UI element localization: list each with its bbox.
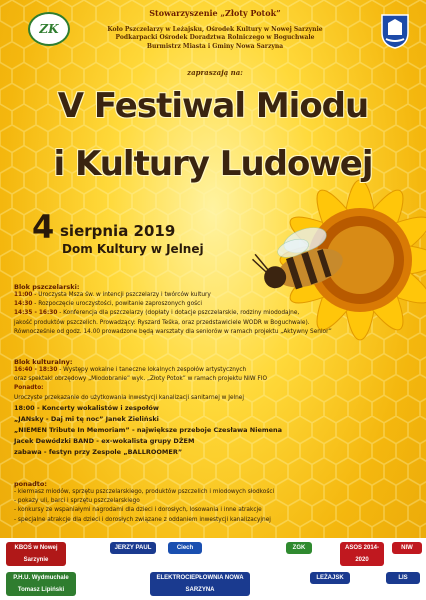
organizer-line-3: Podkarpacki Ośrodek Doradztwa Rolniczego w Boguchwale	[115, 34, 315, 41]
schedule-line: Ponadto:	[14, 385, 44, 392]
sponsor-logos-strip	[0, 538, 426, 600]
sponsor-logo: ASOS 2014-2020	[340, 542, 384, 566]
municipality-crest-icon	[380, 13, 410, 49]
concert-line: „JANsky - Daj mi tę noc” Janek Zieliński	[14, 415, 159, 423]
sponsor-logo: KBOŚ w Nowej Sarzynie	[6, 542, 66, 566]
organizer-line-4: Burmistrz Miasta i Gminy Nowa Sarzyna	[146, 43, 284, 50]
sponsor-logo: ZGK	[286, 542, 312, 554]
sponsor-logo: LEŻAJSK	[310, 572, 350, 584]
culture-block	[14, 358, 267, 403]
schedule-line: 16:40 - 18:30 - Występy wokalne i taneczne lokalnych zespołów artystycznych	[14, 367, 247, 373]
association-name: Stowarzyszenie „Złoty Potok”	[149, 8, 281, 18]
concert-line: 18:00 - Koncerty wokalistów i zespołów	[14, 404, 159, 412]
schedule-line: 14:35 - 16:30 - Konferencja dla pszczelarzy (dopłaty i dotacje pszczelarskie, rodziny miododajne,	[14, 310, 300, 317]
concert-line: zabawa - festyn przy Zespole „BALLROOMER”	[14, 448, 183, 456]
extras-block-heading: ponadto:	[14, 480, 47, 488]
invite-text: zapraszają na:	[187, 68, 243, 77]
sponsor-logo: LIS	[386, 572, 420, 584]
sponsor-logo: ELEKTROCIEPŁOWNIA NOWA SARZYNA	[150, 572, 250, 596]
zloty-potok-logo: ZK	[28, 12, 70, 46]
beekeeping-block-heading: Blok pszczelarski:	[14, 283, 80, 291]
schedule-line: 14:30 - Rozpoczęcie uroczystości, powitanie zaproszonych gości	[14, 301, 202, 308]
sponsor-logo: NIW	[392, 542, 422, 554]
festival-title-line-1: V Festiwal Miodu	[57, 86, 369, 126]
schedule-line: jakość produktów pszczelich. Prowadzący: Ryszard Teśka, oraz przedstawiciele WODR w Boguchwale).	[14, 319, 310, 326]
organizer-line-2: Koło Pszczelarzy w Leżajsku, Ośrodek Kultury w Nowej Sarzynie	[107, 26, 323, 33]
concert-line: Jacek Dewódzki BAND - ex-wokalista grupy DŻEM	[14, 437, 195, 445]
culture-block-heading: Blok kulturalny:	[14, 358, 73, 366]
extras-line: - specjalne atrakcje dla dzieci i dorosłych związane z oddaniem inwestycji kanalizacyjnej	[14, 516, 271, 523]
sponsor-logo: JERZY PAUL	[110, 542, 156, 554]
sponsor-logo: Ciech	[168, 542, 202, 554]
event-venue: Dom Kultury w Jelnej	[62, 242, 204, 256]
extras-block	[14, 480, 274, 525]
event-month-year: sierpnia 2019	[60, 222, 176, 240]
schedule-line: oraz spektakl obrzędowy „Miodobranie” wyk. „Złoty Potok” w ramach projektu NIW FIO	[14, 376, 268, 383]
extras-line: - konkursy ze wspaniałymi nagrodami dla dzieci i dorosłych, losowania i inne atrakcje	[14, 507, 262, 514]
schedule-line: 11:00 - Uroczysta Msza św. w intencji pszczelarzy i twórców kultury	[14, 292, 211, 298]
schedule-line: Uroczyste przekazanie do użytkowania inwestycji kanalizacji sanitarnej w Jelnej	[14, 394, 244, 401]
festival-title-line-2: i Kultury Ludowej	[53, 144, 373, 184]
sponsor-logo: P.H.U. Wydmuchale Tomasz Lipiński	[6, 572, 76, 596]
concert-block	[14, 403, 282, 458]
schedule-line: Równocześnie od godz. 14.00 prowadzone będą warsztaty dla seniorów w ramach projektu „Aktywny Senior”	[14, 328, 332, 335]
event-day: 4	[32, 208, 55, 246]
extras-line: - kiermasz miodów, sprzętu pszczelarskiego, produktów pszczelich i miodowych słodkości	[14, 489, 275, 495]
concert-line: „NIEMEN Tribute In Memoriam” - największe przeboje Czesława Niemena	[14, 426, 283, 434]
extras-line: - pokazy uli, barci i sprzętu pszczelarskiego	[14, 498, 140, 505]
beekeeping-block	[14, 283, 332, 337]
